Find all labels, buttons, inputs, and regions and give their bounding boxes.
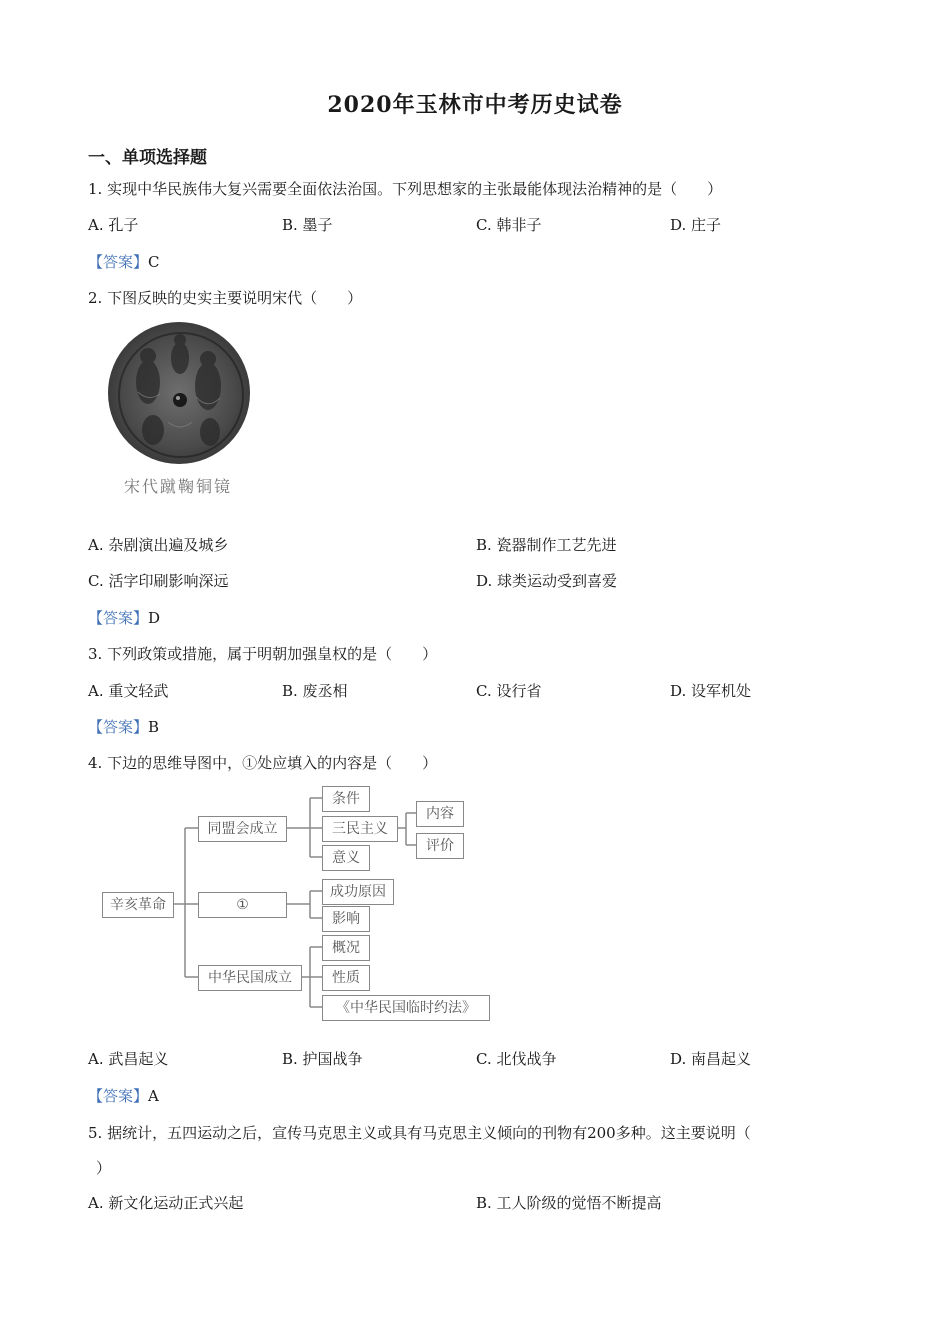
answer-value: A bbox=[148, 1087, 159, 1105]
answer-tag: 【答案】 bbox=[88, 1087, 149, 1105]
answer-value: D bbox=[148, 609, 161, 627]
question-1-option-c: C. 韩非子 bbox=[476, 216, 542, 234]
mind-map-root: 辛亥革命 bbox=[102, 892, 174, 918]
mind-map-node: 概况 bbox=[322, 935, 370, 961]
question-3-answer bbox=[88, 716, 159, 737]
question-2-option-b: B. 瓷器制作工艺先进 bbox=[476, 536, 617, 554]
mind-map-node: 三民主义 bbox=[322, 816, 398, 842]
bronze-mirror-image bbox=[104, 318, 256, 500]
question-3-stem: 3. 下列政策或措施，属于明朝加强皇权的是（ ） bbox=[88, 645, 438, 663]
answer-tag: 【答案】 bbox=[88, 253, 149, 271]
question-2-option-c: C. 活字印刷影响深远 bbox=[88, 572, 229, 590]
question-4-stem: 4. 下边的思维导图中，①处应填入的内容是（ ） bbox=[88, 754, 438, 772]
question-4-option-b: B. 护国战争 bbox=[282, 1050, 363, 1068]
mind-map-node: 条件 bbox=[322, 786, 370, 812]
question-5-stem-cont: ） bbox=[96, 1159, 112, 1177]
mind-map-node: 《中华民国临时约法》 bbox=[322, 995, 490, 1021]
question-4-option-a: A. 武昌起义 bbox=[88, 1050, 169, 1068]
page-title: 2020年玉林市中考历史试卷 bbox=[327, 92, 623, 118]
mind-map-node: 意义 bbox=[322, 845, 370, 871]
mind-map-branch-1: 同盟会成立 bbox=[198, 816, 287, 842]
mind-map-node: 成功原因 bbox=[322, 879, 394, 905]
question-5-option-b: B. 工人阶级的觉悟不断提高 bbox=[476, 1194, 662, 1212]
question-1-stem: 1. 实现中华民族伟大复兴需要全面依法治国。下列思想家的主张最能体现法治精神的是（ ） bbox=[88, 180, 723, 198]
question-2-stem: 2. 下图反映的史实主要说明宋代（ ） bbox=[88, 289, 363, 307]
mind-map-branch-3: 中华民国成立 bbox=[198, 965, 302, 991]
question-1-option-d: D. 庄子 bbox=[670, 216, 722, 234]
question-3-option-b: B. 废丞相 bbox=[282, 682, 348, 700]
mind-map-node: 性质 bbox=[322, 965, 370, 991]
section-heading: 一、单项选择题 bbox=[88, 148, 207, 168]
question-5-stem: 5. 据统计，五四运动之后，宣传马克思主义或具有马克思主义倾向的刊物有200多种。这主要说明（ bbox=[88, 1124, 751, 1142]
answer-value: C bbox=[148, 253, 160, 271]
mind-map-node: 影响 bbox=[322, 906, 370, 932]
answer-tag: 【答案】 bbox=[88, 718, 149, 736]
answer-tag: 【答案】 bbox=[88, 609, 149, 627]
question-1-answer bbox=[88, 251, 160, 272]
question-2-option-d: D. 球类运动受到喜爱 bbox=[476, 572, 618, 590]
question-3-option-d: D. 设军机处 bbox=[670, 682, 752, 700]
question-4-option-d: D. 南昌起义 bbox=[670, 1050, 752, 1068]
mind-map-branch-2: ① bbox=[198, 892, 287, 918]
question-1-option-b: B. 墨子 bbox=[282, 216, 333, 234]
answer-value: B bbox=[148, 718, 160, 736]
question-4-option-c: C. 北伐战争 bbox=[476, 1050, 557, 1068]
question-1-option-a: A. 孔子 bbox=[88, 216, 139, 234]
question-3-option-c: C. 设行省 bbox=[476, 682, 542, 700]
question-2-answer bbox=[88, 607, 160, 628]
question-5-option-a: A. 新文化运动正式兴起 bbox=[88, 1194, 244, 1212]
image-caption: 宋代蹴鞠铜镜 bbox=[124, 477, 233, 496]
mind-map-node: 评价 bbox=[416, 833, 464, 859]
mind-map bbox=[100, 780, 500, 1025]
mirror-disc bbox=[108, 322, 250, 464]
question-3-option-a: A. 重文轻武 bbox=[88, 682, 169, 700]
question-2-option-a: A. 杂剧演出遍及城乡 bbox=[88, 536, 229, 554]
mind-map-node: 内容 bbox=[416, 801, 464, 827]
question-4-answer bbox=[88, 1085, 159, 1106]
